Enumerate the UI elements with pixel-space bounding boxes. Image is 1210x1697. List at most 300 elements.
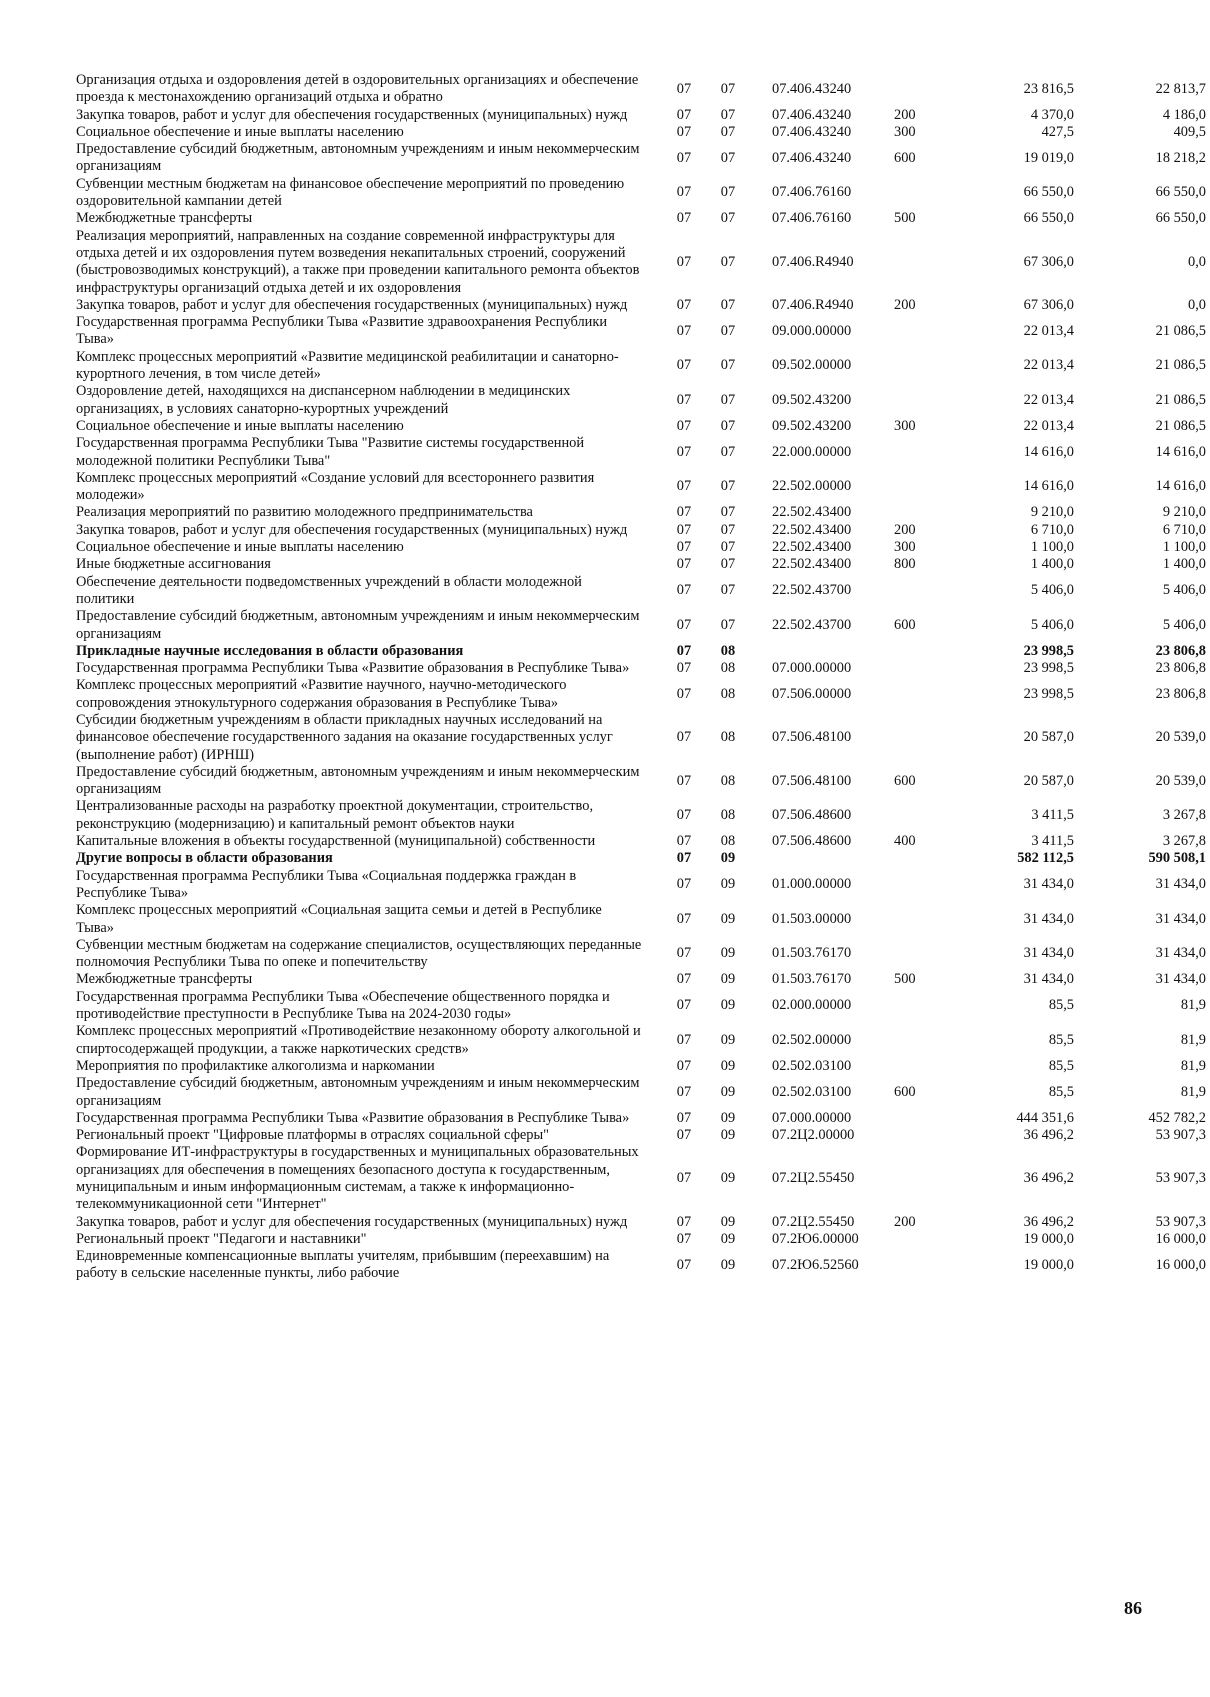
row-target-article: 07.2Ц2.55450: [772, 1213, 855, 1230]
row-subsection-code: 09: [720, 1256, 736, 1273]
row-section-code: 07: [676, 660, 692, 677]
row-section-code: 07: [676, 322, 692, 339]
row-amount-year2: 31 434,0: [1155, 910, 1206, 927]
row-section-code: 07: [676, 253, 692, 270]
row-name: Межбюджетные трансферты: [76, 210, 253, 227]
row-section-code: 07: [676, 556, 692, 573]
row-subsection-code: 07: [720, 616, 736, 633]
row-target-article: 02.000.00000: [772, 997, 852, 1014]
row-subsection-code: 09: [720, 997, 736, 1014]
row-section-code: 07: [676, 910, 692, 927]
row-target-article: 07.000.00000: [772, 1109, 852, 1126]
row-subsection-code: 09: [720, 1031, 736, 1048]
row-name: Закупка товаров, работ и услуг для обеспечения государственных (муниципальных) нужд: [76, 521, 628, 538]
row-expense-type: [894, 1127, 954, 1144]
row-target-article: 07.406.43240: [772, 80, 852, 97]
row-name: Социальное обеспечение и иные выплаты населению: [76, 539, 404, 556]
row-amount-year1: 14 616,0: [1023, 443, 1074, 460]
row-subsection-code: 09: [720, 850, 736, 867]
row-target-article: 07.406.43240: [772, 106, 852, 123]
row-section-code: 07: [676, 876, 692, 893]
row-section-code: 07: [676, 729, 692, 746]
row-target-article: 07.506.48100: [772, 729, 852, 746]
row-amount-year1: 3 411,5: [1031, 833, 1074, 850]
row-expense-type: [894, 435, 954, 470]
row-amount-year1: 14 616,0: [1023, 478, 1074, 495]
row-target-article: 09.502.00000: [772, 357, 852, 374]
row-subsection-code: 08: [720, 729, 736, 746]
row-target-article: 07.000.00000: [772, 660, 852, 677]
row-target-article: 22.502.43400: [772, 556, 852, 573]
row-target-article: 22.502.43400: [772, 521, 852, 538]
table-row: [76, 228, 1210, 297]
table-row: [76, 574, 1210, 609]
row-name: Единовременные компенсационные выплаты учителям, прибывшим (переехавшим) на работу в сельские населенные пункты, либо рабочие: [76, 1248, 610, 1282]
row-target-article: 07.406.43240: [772, 123, 852, 140]
row-target-article: 07.2Ц2.00000: [772, 1127, 855, 1144]
row-section-code: 07: [676, 833, 692, 850]
row-expense-type: 600: [894, 616, 916, 633]
row-target-article: 09.000.00000: [772, 322, 852, 339]
row-amount-year2: 5 406,0: [1162, 616, 1206, 633]
row-subsection-code: 09: [720, 1083, 736, 1100]
row-name: Государственная программа Республики Тыва "Развитие системы государственной молодежной политики Республики Тыва": [76, 435, 585, 469]
row-amount-year1: 36 496,2: [1023, 1170, 1074, 1187]
row-target-article: 07.406.43240: [772, 149, 852, 166]
row-section-code: 07: [676, 80, 692, 97]
row-subsection-code: 09: [720, 1109, 736, 1126]
row-target-article: 22.502.43400: [772, 539, 852, 556]
row-section-code: 07: [676, 357, 692, 374]
row-amount-year2: 66 550,0: [1155, 210, 1206, 227]
row-amount-year2: 0,0: [1188, 296, 1206, 313]
row-section-code: 07: [676, 686, 692, 703]
row-amount-year2: 31 434,0: [1155, 971, 1206, 988]
row-name: Оздоровление детей, находящихся на диспансерном наблюдении в медицинских организациях, в условиях санаторно-курортных учреждений: [76, 383, 571, 417]
row-amount-year2: 81,9: [1180, 1083, 1206, 1100]
row-target-article: 22.000.00000: [772, 443, 852, 460]
row-name: Региональный проект "Педагоги и наставники": [76, 1230, 367, 1247]
row-section-code: 07: [676, 1213, 692, 1230]
table-row: [76, 868, 1210, 903]
row-name: Социальное обеспечение и иные выплаты населению: [76, 123, 404, 140]
row-amount-year1: 36 496,2: [1023, 1127, 1074, 1144]
row-subsection-code: 07: [720, 149, 736, 166]
row-name: Социальное обеспечение и иные выплаты населению: [76, 417, 404, 434]
row-name: Закупка товаров, работ и услуг для обеспечения государственных (муниципальных) нужд: [76, 1213, 628, 1230]
row-subsection-code: 07: [720, 556, 736, 573]
table-row: [76, 798, 1210, 833]
row-section-code: 07: [676, 1083, 692, 1100]
row-amount-year2: 53 907,3: [1155, 1127, 1206, 1144]
row-expense-type: 300: [894, 123, 916, 140]
row-amount-year1: 31 434,0: [1023, 971, 1074, 988]
table-row: [76, 643, 1210, 660]
row-section-code: 07: [676, 1109, 692, 1126]
row-amount-year2: 21 086,5: [1155, 391, 1206, 408]
row-amount-year2: 452 782,2: [1148, 1109, 1206, 1126]
row-section-code: 07: [676, 971, 692, 988]
row-amount-year1: 22 013,4: [1023, 391, 1074, 408]
row-target-article: 07.406.76160: [772, 184, 852, 201]
row-subsection-code: 08: [720, 686, 736, 703]
row-section-code: 07: [676, 616, 692, 633]
row-subsection-code: 07: [720, 521, 736, 538]
row-expense-type: 200: [894, 521, 916, 538]
row-amount-year2: 31 434,0: [1155, 945, 1206, 962]
row-amount-year1: 3 411,5: [1031, 807, 1074, 824]
row-amount-year1: 1 400,0: [1030, 556, 1074, 573]
row-target-article: 22.502.43700: [772, 582, 852, 599]
row-subsection-code: 07: [720, 357, 736, 374]
row-section-code: 07: [676, 807, 692, 824]
row-amount-year2: 20 539,0: [1155, 729, 1206, 746]
row-amount-year2: 14 616,0: [1155, 443, 1206, 460]
row-name: Обеспечение деятельности подведомственных учреждений в области молодежной политики: [76, 573, 582, 607]
row-expense-type: [894, 850, 954, 867]
row-expense-type: [894, 349, 954, 384]
row-target-article: 07.506.00000: [772, 686, 852, 703]
row-target-article: 01.503.00000: [772, 910, 852, 927]
row-section-code: 07: [676, 582, 692, 599]
table-row: [76, 712, 1210, 764]
row-target-article: 22.502.43400: [772, 504, 852, 521]
table-row: [76, 764, 1210, 799]
row-target-article: 07.2Ю6.52560: [772, 1256, 859, 1273]
row-name: Государственная программа Республики Тыва «Развитие образования в Республике Тыва»: [76, 660, 630, 677]
row-amount-year2: 1 100,0: [1162, 539, 1206, 556]
table-row: [76, 989, 1210, 1024]
table-row: [76, 210, 1210, 227]
table-row: [76, 608, 1210, 643]
row-section-code: 07: [676, 772, 692, 789]
table-row: [76, 971, 1210, 988]
row-name: Межбюджетные трансферты: [76, 971, 253, 988]
table-row: [76, 435, 1210, 470]
row-subsection-code: 07: [720, 417, 736, 434]
row-target-article: 07.506.48600: [772, 833, 852, 850]
row-subsection-code: 08: [720, 807, 736, 824]
row-amount-year1: 427,5: [1041, 123, 1074, 140]
table-row: [76, 522, 1210, 539]
row-subsection-code: 07: [720, 504, 736, 521]
row-target-article: 22.502.00000: [772, 478, 852, 495]
row-subsection-code: 07: [720, 539, 736, 556]
row-amount-year1: 67 306,0: [1023, 296, 1074, 313]
row-target-article: 07.406.R4940: [772, 253, 854, 270]
row-amount-year1: 31 434,0: [1023, 945, 1074, 962]
table-row: [76, 937, 1210, 972]
row-amount-year2: 18 218,2: [1155, 149, 1206, 166]
table-row: [76, 418, 1210, 435]
table-row: [76, 141, 1210, 176]
row-name: Иные бюджетные ассигнования: [76, 556, 271, 573]
row-amount-year1: 85,5: [1048, 1031, 1074, 1048]
table-row: [76, 314, 1210, 349]
row-expense-type: 800: [894, 556, 916, 573]
table-row: [76, 504, 1210, 521]
row-subsection-code: 07: [720, 106, 736, 123]
row-section-code: 07: [676, 149, 692, 166]
row-section-code: 07: [676, 997, 692, 1014]
row-section-code: 07: [676, 1031, 692, 1048]
table-row: [76, 1214, 1210, 1231]
row-amount-year2: 21 086,5: [1155, 322, 1206, 339]
row-name: Региональный проект "Цифровые платформы в отраслях социальной сферы": [76, 1127, 550, 1144]
row-amount-year1: 1 100,0: [1030, 539, 1074, 556]
row-expense-type: [894, 383, 954, 418]
row-amount-year1: 23 998,5: [1023, 686, 1074, 703]
row-subsection-code: 08: [720, 772, 736, 789]
row-expense-type: 300: [894, 539, 916, 556]
row-expense-type: [894, 176, 954, 211]
row-expense-type: [894, 1110, 954, 1127]
row-name: Закупка товаров, работ и услуг для обеспечения государственных (муниципальных) нужд: [76, 296, 628, 313]
row-amount-year1: 36 496,2: [1023, 1213, 1074, 1230]
row-expense-type: [894, 504, 954, 521]
row-subsection-code: 08: [720, 660, 736, 677]
row-amount-year1: 67 306,0: [1023, 253, 1074, 270]
row-name: Комплекс процессных мероприятий «Создание условий для всестороннего развития молодежи»: [76, 469, 595, 504]
row-amount-year2: 81,9: [1180, 1031, 1206, 1048]
row-section-code: 07: [676, 1127, 692, 1144]
row-name: Комплекс процессных мероприятий «Социальная защита семьи и детей в Республике Тыва»: [76, 902, 602, 936]
row-amount-year1: 85,5: [1048, 1057, 1074, 1074]
row-amount-year1: 23 998,5: [1023, 642, 1074, 659]
row-name: Предоставление субсидий бюджетным, автономным учреждениям и иным некоммерческим организациям: [76, 1075, 640, 1109]
row-amount-year2: 23 806,8: [1155, 686, 1206, 703]
row-expense-type: [894, 798, 954, 833]
row-expense-type: [894, 643, 954, 660]
row-expense-type: [894, 72, 954, 107]
row-section-code: 07: [676, 1170, 692, 1187]
row-subsection-code: 07: [720, 322, 736, 339]
row-subsection-code: 07: [720, 443, 736, 460]
row-subsection-code: 09: [720, 910, 736, 927]
row-name: Централизованные расходы на разработку проектной документации, строительство, реконструкцию (модернизацию) и капитальный ремонт объектов науки: [76, 798, 594, 832]
row-subsection-code: 09: [720, 876, 736, 893]
row-target-article: 01.503.76170: [772, 945, 852, 962]
row-section-code: 07: [676, 1057, 692, 1074]
row-section-code: 07: [676, 443, 692, 460]
row-expense-type: 600: [894, 772, 916, 789]
budget-table: [76, 72, 1210, 1283]
row-expense-type: [894, 314, 954, 349]
row-target-article: [750, 643, 894, 660]
row-target-article: 02.502.03100: [772, 1057, 852, 1074]
row-amount-year2: 23 806,8: [1155, 642, 1206, 659]
row-expense-type: 600: [894, 1083, 916, 1100]
row-section-code: 07: [676, 850, 692, 867]
row-target-article: 01.503.76170: [772, 971, 852, 988]
row-expense-type: [894, 1248, 954, 1283]
row-subsection-code: 07: [720, 391, 736, 408]
table-row: [76, 470, 1210, 505]
row-name: Субвенции местным бюджетам на финансовое обеспечение мероприятий по проведению оздоровительной кампании детей: [76, 175, 625, 210]
row-amount-year2: 3 267,8: [1162, 833, 1206, 850]
row-name: Другие вопросы в области образования: [76, 850, 333, 867]
row-subsection-code: 09: [720, 1057, 736, 1074]
row-name: Государственная программа Республики Тыва «Развитие здравоохранения Республики Тыва»: [76, 314, 608, 348]
table-row: [76, 383, 1210, 418]
row-expense-type: [894, 1023, 954, 1058]
table-row: [76, 1058, 1210, 1075]
row-name: Формирование ИТ-инфраструктуры в государственных и муниципальных образовательных организациях для обеспечения в помещениях безопасного доступа к государственным, муниципальным и иным информационным системам, а также к информационно-телекоммуникационной сети "Интернет": [76, 1144, 639, 1213]
table-row: [76, 539, 1210, 556]
row-amount-year2: 6 710,0: [1162, 521, 1206, 538]
table-row: [76, 1231, 1210, 1248]
row-subsection-code: 07: [720, 80, 736, 97]
row-amount-year1: 66 550,0: [1023, 210, 1074, 227]
table-row: [76, 1075, 1210, 1110]
row-subsection-code: 09: [720, 1230, 736, 1247]
row-expense-type: 300: [894, 417, 916, 434]
table-row: [76, 297, 1210, 314]
row-amount-year2: 5 406,0: [1162, 582, 1206, 599]
row-expense-type: 200: [894, 1213, 916, 1230]
row-amount-year1: 85,5: [1048, 1083, 1074, 1100]
row-amount-year1: 23 816,5: [1023, 80, 1074, 97]
row-subsection-code: 07: [720, 478, 736, 495]
row-amount-year1: 444 351,6: [1016, 1109, 1074, 1126]
page-number: 86: [1124, 1598, 1142, 1618]
row-amount-year1: 5 406,0: [1030, 582, 1074, 599]
row-expense-type: [894, 1231, 954, 1248]
row-amount-year2: 53 907,3: [1155, 1213, 1206, 1230]
row-section-code: 07: [676, 417, 692, 434]
row-target-article: 01.000.00000: [772, 876, 852, 893]
row-target-article: 07.506.48600: [772, 807, 852, 824]
row-section-code: 07: [676, 504, 692, 521]
row-subsection-code: 07: [720, 582, 736, 599]
table-row: [76, 902, 1210, 937]
row-amount-year1: 66 550,0: [1023, 184, 1074, 201]
row-subsection-code: 09: [720, 1170, 736, 1187]
row-amount-year1: 22 013,4: [1023, 417, 1074, 434]
row-amount-year1: 22 013,4: [1023, 322, 1074, 339]
row-amount-year2: 66 550,0: [1155, 184, 1206, 201]
row-expense-type: [894, 902, 954, 937]
row-amount-year2: 53 907,3: [1155, 1170, 1206, 1187]
row-expense-type: [894, 989, 954, 1024]
table-row: [76, 556, 1210, 573]
row-amount-year2: 21 086,5: [1155, 417, 1206, 434]
row-name: Предоставление субсидий бюджетным, автономным учреждениям и иным некоммерческим организациям: [76, 608, 640, 642]
table-row: [76, 1127, 1210, 1144]
row-section-code: 07: [676, 123, 692, 140]
row-amount-year1: 20 587,0: [1023, 729, 1074, 746]
row-expense-type: 500: [894, 971, 916, 988]
row-amount-year2: 20 539,0: [1155, 772, 1206, 789]
table-row: [76, 72, 1210, 107]
row-expense-type: 200: [894, 296, 916, 313]
row-target-article: 09.502.43200: [772, 417, 852, 434]
row-amount-year1: 22 013,4: [1023, 357, 1074, 374]
row-amount-year1: 85,5: [1048, 997, 1074, 1014]
row-name: Предоставление субсидий бюджетным, автономным учреждениям и иным некоммерческим организациям: [76, 763, 640, 798]
row-expense-type: [894, 712, 954, 764]
row-expense-type: [894, 1058, 954, 1075]
row-target-article: [750, 850, 894, 867]
row-section-code: 07: [676, 210, 692, 227]
row-subsection-code: 07: [720, 210, 736, 227]
row-target-article: 07.2Ю6.00000: [772, 1230, 859, 1247]
row-amount-year2: 22 813,7: [1155, 80, 1206, 97]
row-amount-year2: 21 086,5: [1155, 357, 1206, 374]
row-name: Предоставление субсидий бюджетным, автономным учреждениям и иным некоммерческим организациям: [76, 141, 640, 175]
row-amount-year2: 0,0: [1188, 253, 1206, 270]
row-section-code: 07: [676, 296, 692, 313]
row-amount-year1: 19 019,0: [1023, 149, 1074, 166]
table-row: [76, 850, 1210, 867]
row-target-article: 02.502.03100: [772, 1083, 852, 1100]
row-name: Реализация мероприятий, направленных на создание современной инфраструктуры для отдыха детей и их оздоровления путем возведения некапитальных строений, сооружений (быстровозводимых конструкций), а также при проведении капитального ремонта объектов инфраструктуры организаций отдыха детей и их оздоровления: [76, 227, 640, 296]
row-name: Комплекс процессных мероприятий «Противодействие незаконному обороту алкогольной и спиртосодержащей продукции, а также наркотических средств»: [76, 1023, 641, 1057]
row-section-code: 07: [676, 1230, 692, 1247]
row-amount-year2: 590 508,1: [1148, 850, 1206, 867]
row-amount-year1: 9 210,0: [1030, 504, 1074, 521]
row-target-article: 07.406.76160: [772, 210, 852, 227]
row-name: Комплекс процессных мероприятий «Развитие медицинской реабилитации и санаторно-курортного лечения, в том числе детей»: [76, 348, 619, 383]
row-amount-year2: 1 400,0: [1162, 556, 1206, 573]
row-amount-year2: 16 000,0: [1155, 1256, 1206, 1273]
table-row: [76, 124, 1210, 141]
row-name: Комплекс процессных мероприятий «Развитие научного, научно-методического сопровождения этнокультурного содержания образования в Республике Тыва»: [76, 677, 567, 711]
row-expense-type: [894, 1144, 954, 1213]
row-amount-year2: 9 210,0: [1162, 504, 1206, 521]
row-subsection-code: 07: [720, 253, 736, 270]
table-row: [76, 833, 1210, 850]
row-amount-year2: 4 186,0: [1162, 106, 1206, 123]
row-subsection-code: 09: [720, 971, 736, 988]
row-subsection-code: 07: [720, 184, 736, 201]
table-row: [76, 349, 1210, 384]
table-row: [76, 107, 1210, 124]
row-subsection-code: 07: [720, 296, 736, 313]
row-amount-year1: 31 434,0: [1023, 876, 1074, 893]
row-expense-type: [894, 937, 954, 972]
row-amount-year1: 23 998,5: [1023, 660, 1074, 677]
row-subsection-code: 09: [720, 945, 736, 962]
row-target-article: 09.502.43200: [772, 391, 852, 408]
row-expense-type: [894, 660, 954, 677]
row-section-code: 07: [676, 106, 692, 123]
row-amount-year2: 14 616,0: [1155, 478, 1206, 495]
row-expense-type: 500: [894, 210, 916, 227]
row-amount-year1: 31 434,0: [1023, 910, 1074, 927]
row-amount-year1: 6 710,0: [1030, 521, 1074, 538]
row-expense-type: [894, 228, 954, 297]
table-row: [76, 176, 1210, 211]
row-name: Прикладные научные исследования в области образования: [76, 642, 464, 659]
row-amount-year1: 19 000,0: [1023, 1256, 1074, 1273]
row-expense-type: [894, 677, 954, 712]
row-section-code: 07: [676, 539, 692, 556]
row-target-article: 22.502.43700: [772, 616, 852, 633]
table-row: [76, 1144, 1210, 1213]
row-name: Закупка товаров, работ и услуг для обеспечения государственных (муниципальных) нужд: [76, 106, 628, 123]
row-expense-type: 200: [894, 106, 916, 123]
table-row: [76, 1110, 1210, 1127]
table-body: [76, 72, 1210, 1283]
row-subsection-code: 07: [720, 123, 736, 140]
row-amount-year2: 3 267,8: [1162, 807, 1206, 824]
row-expense-type: [894, 574, 954, 609]
row-subsection-code: 08: [720, 833, 736, 850]
table-row: [76, 660, 1210, 677]
row-expense-type: 600: [894, 149, 916, 166]
row-amount-year1: 5 406,0: [1030, 616, 1074, 633]
